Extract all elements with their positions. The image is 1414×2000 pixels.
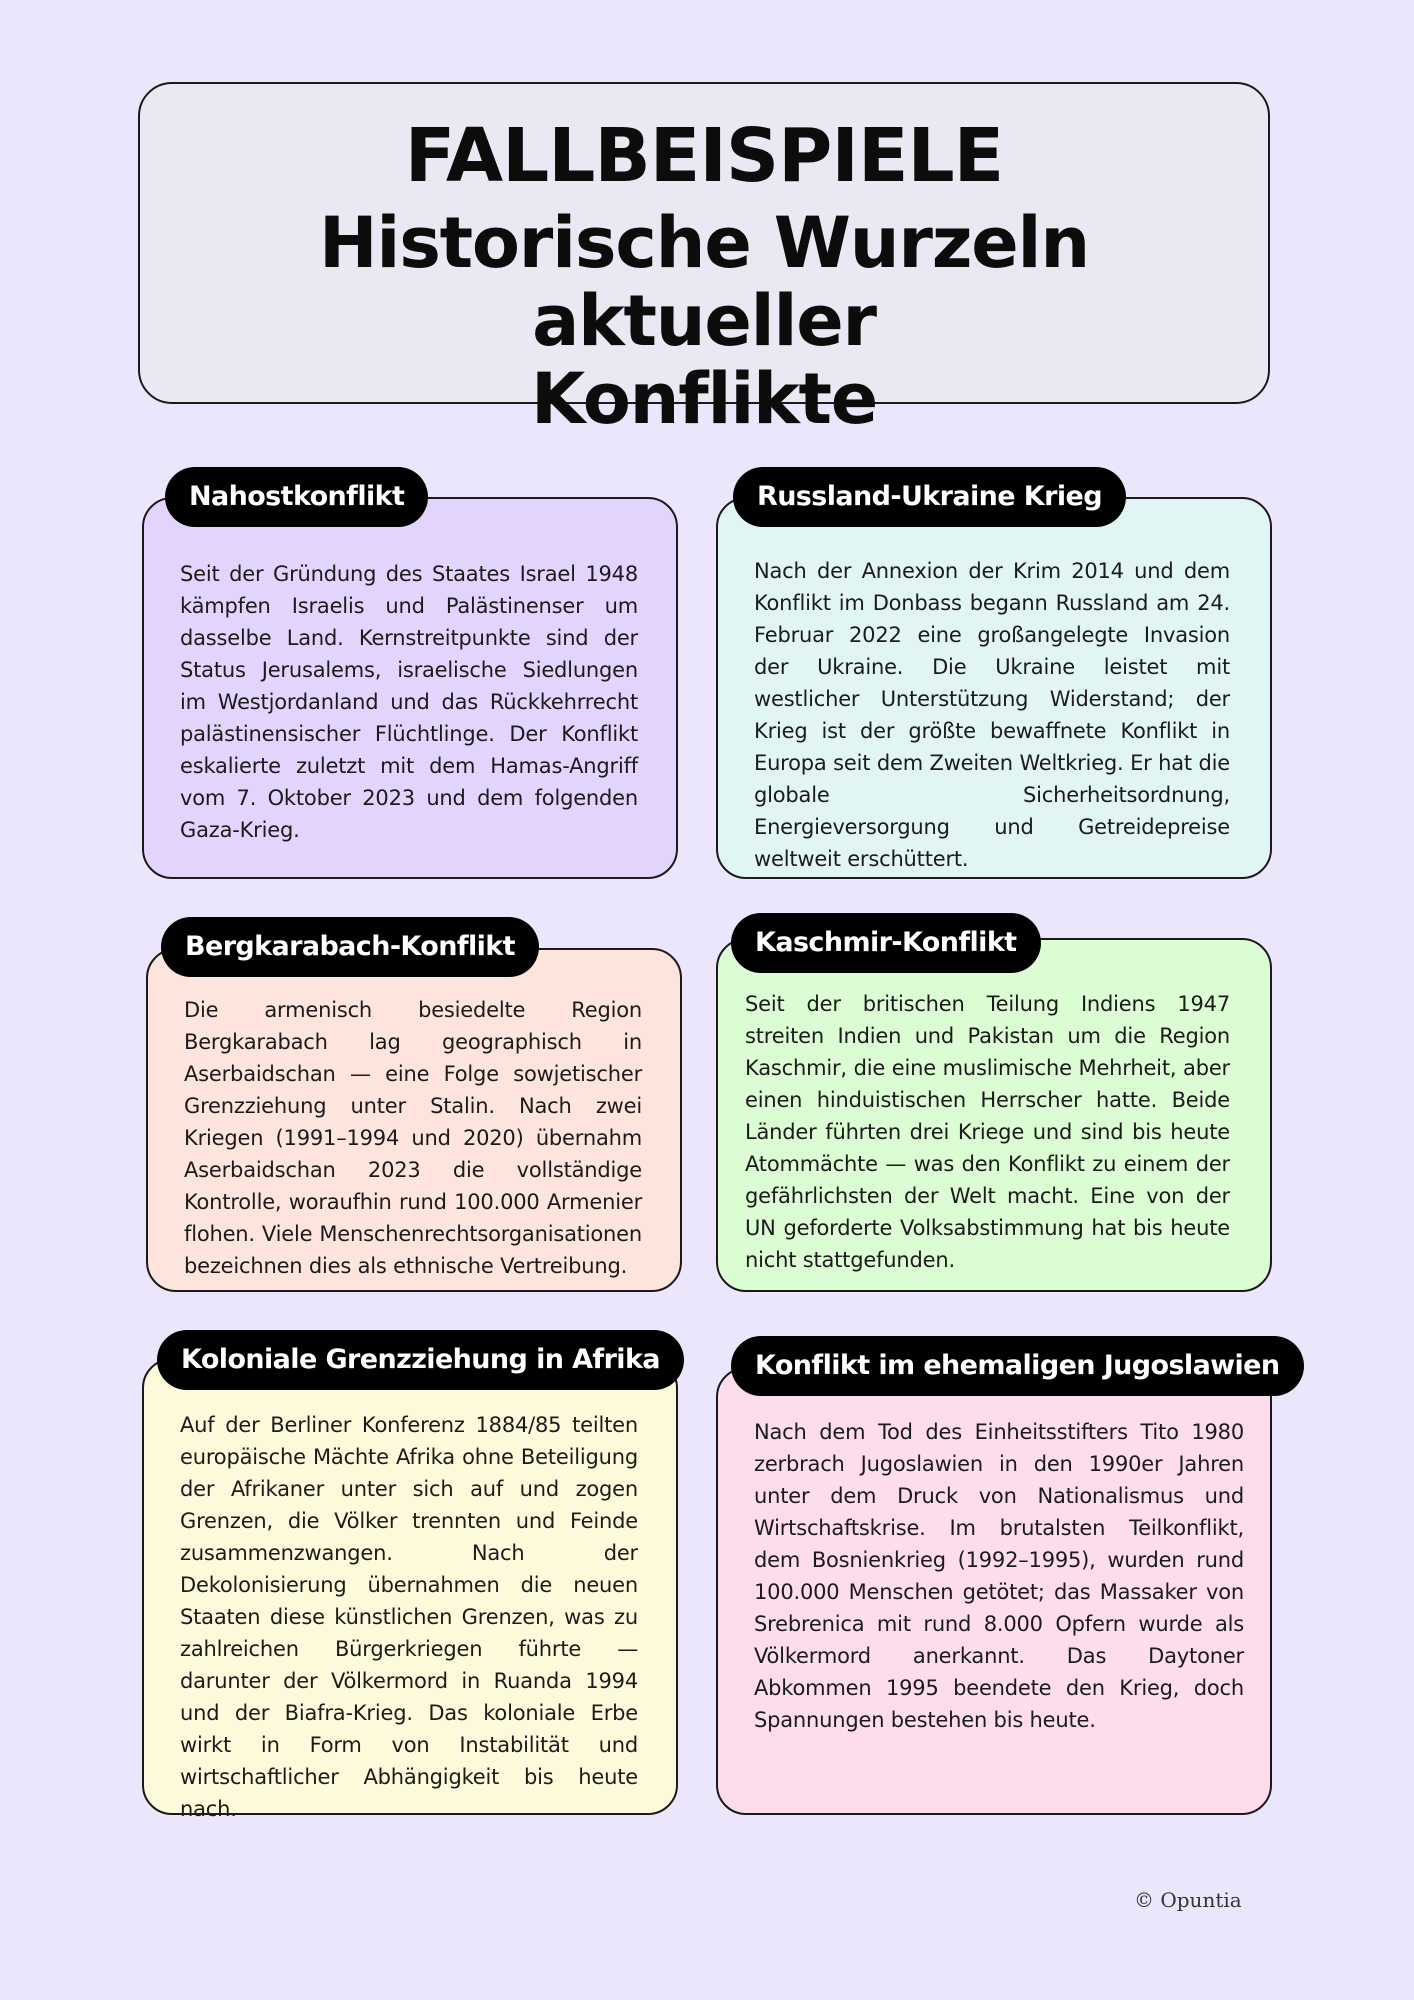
case-title-russland-ukraine: Russland-Ukraine Krieg	[733, 467, 1126, 527]
case-title-bergkarabach: Bergkarabach-Konflikt	[161, 917, 539, 977]
case-title-nahostkonflikt: Nahostkonflikt	[165, 467, 428, 527]
page-title	[140, 204, 1268, 438]
page-title-line-1: Historische Wurzeln aktueller	[319, 202, 1089, 362]
case-text-russland-ukraine: Nach der Annexion der Krim 2014 und dem Konflikt im Donbass begann Russland am 24. Februar 2022 eine großangelegte Invasion der Ukraine. Die Ukraine leistet mit westlicher Unterstützung Widerstand; der Krieg ist der größte bewaffnete Konflikt in Europa seit dem Zweiten Weltkrieg. Er hat die globale Sicherheitsordnung, Energieversorgung und Getreidepreise weltweit erschüttert.	[754, 559, 1230, 871]
case-title-jugoslawien: Konflikt im ehemaligen Jugoslawien	[731, 1336, 1304, 1396]
case-text-koloniale-grenzziehung: Auf der Berliner Konferenz 1884/85 teilten europäische Mächte Afrika ohne Beteiligung der Afrikaner unter sich auf und zogen Grenzen, die Völker trennten und Feinde zusammenzwangen. Nach der Dekolonisierung übernahmen die neuen Staaten diese künstlichen Grenzen, was zu zahlreichen Bürgerkriegen führte — darunter der Völkermord in Ruanda 1994 und der Biafra-Krieg. Das koloniale Erbe wirkt in Form von Instabilität und wirtschaftlicher Abhängigkeit bis heute nach.	[180, 1413, 638, 1821]
case-title-koloniale-grenzziehung: Koloniale Grenzziehung in Afrika	[157, 1330, 684, 1390]
page-kicker: FALLBEISPIELE	[404, 113, 1004, 199]
case-text-nahostkonflikt: Seit der Gründung des Staates Israel 1948 kämpfen Israelis und Palästinenser um dasselbe Land. Kernstreitpunkte sind der Status Jerusalems, israelische Siedlungen im Westjordanland und das Rückkehrrecht palästinensischer Flüchtlinge. Der Konflikt eskalierte zuletzt mit dem Hamas-Angriff vom 7. Oktober 2023 und dem folgenden Gaza-Krieg.	[180, 562, 638, 842]
copyright-footer: © Opuntia	[1134, 1888, 1242, 1912]
case-text-jugoslawien: Nach dem Tod des Einheitsstifters Tito 1980 zerbrach Jugoslawien in den 1990er Jahren unter dem Druck von Nationalismus und Wirtschaftskrise. Im brutalsten Teilkonflikt, dem Bosnienkrieg (1992–1995), wurden rund 100.000 Menschen getötet; das Massaker von Srebrenica mit rund 8.000 Opfern wurde als Völkermord anerkannt. Das Daytoner Abkommen 1995 beendete den Krieg, doch Spannungen bestehen bis heute.	[754, 1420, 1244, 1732]
page-title-line-2: Konflikte	[530, 358, 878, 440]
case-title-kaschmir: Kaschmir-Konflikt	[731, 913, 1041, 973]
case-text-kaschmir: Seit der britischen Teilung Indiens 1947 streiten Indien und Pakistan um die Region Kaschmir, die eine muslimische Mehrheit, aber einen hinduistischen Herrscher hatte. Beide Länder führten drei Kriege und sind bis heute Atommächte — was den Konflikt zu einem der gefährlichsten der Welt macht. Eine von der UN geforderte Volksabstimmung hat bis heute nicht stattgefunden.	[745, 992, 1230, 1272]
case-text-bergkarabach: Die armenisch besiedelte Region Bergkarabach lag geographisch in Aserbaidschan — eine Folge sowjetischer Grenzziehung unter Stalin. Nach zwei Kriegen (1991–1994 und 2020) übernahm Aserbaidschan 2023 die vollständige Kontrolle, woraufhin rund 100.000 Armenier flohen. Viele Menschenrechtsorganisationen bezeichnen dies als ethnische Vertreibung.	[184, 998, 642, 1278]
title-box	[138, 82, 1270, 440]
